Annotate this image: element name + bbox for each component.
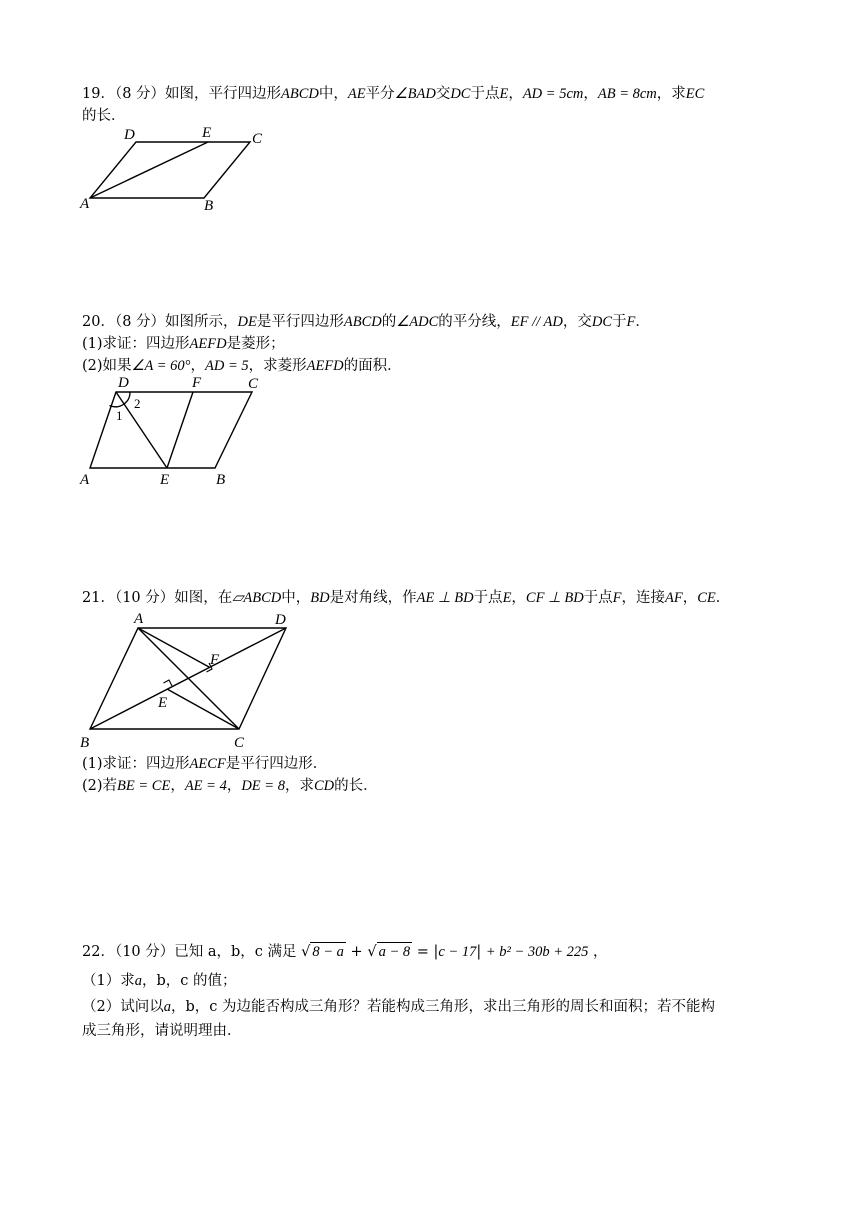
- q20-label-e: E: [160, 472, 170, 488]
- q20-label-b: B: [216, 472, 226, 488]
- q19-label-c: C: [252, 131, 263, 147]
- q21-label-a: A: [134, 611, 144, 627]
- q19-line1: 19．（8 分）如图，平行四边形ABCD中，AE平分∠BAD交DC于点E，AD = 5cm，AB = 8cm，求EC: [82, 86, 705, 102]
- q19-label-b: B: [204, 198, 214, 214]
- q20-label-a: A: [80, 472, 90, 488]
- q22-line1: 22．（10 分）已知 a，b，c 满足 √ 8 − a + √ a − 8 = |c − 17| + b² − 30b + 225 ，: [82, 944, 608, 960]
- q20-label-f: F: [192, 375, 202, 391]
- q20-label-c: C: [248, 376, 259, 392]
- q20-label-d: D: [118, 375, 129, 391]
- q19-line2: 的长．: [82, 108, 126, 124]
- q21-part1: (1)求证：四边形AECF是平行四边形．: [82, 756, 328, 772]
- q19-label-e: E: [202, 125, 212, 141]
- q20-part1: (1)求证：四边形AEFD是菱形；: [82, 336, 285, 352]
- q20-line1: 20．（8 分）如图所示，DE是平行四边形ABCD的∠ADC的平分线，EF // AD，交DC于F．: [82, 314, 650, 330]
- q19-label-a: A: [80, 196, 90, 212]
- q19-figure: [76, 122, 286, 214]
- q22-equation: √ 8 − a + √ a − 8 = |c − 17| + b² − 30b + 225: [301, 944, 589, 960]
- q21-label-b: B: [80, 735, 90, 750]
- q21-label-e: E: [158, 695, 168, 711]
- q21-figure: [76, 608, 306, 750]
- q20-angle-2: 2: [134, 396, 141, 411]
- q19-label-d: D: [124, 127, 135, 143]
- q22-part1: （1）求a，b，c 的值；: [82, 973, 237, 989]
- q21-label-c: C: [234, 735, 245, 750]
- q21-label-d: D: [275, 612, 286, 628]
- q22-part2: （2）试问以a，b，c 为边能否构成三角形？若能构成三角形，求出三角形的周长和面积；若不能构: [82, 999, 715, 1015]
- q20-part2: (2)如果∠A = 60°，AD = 5，求菱形AEFD的面积．: [82, 358, 402, 374]
- q22-part2-line2: 成三角形，请说明理由．: [82, 1023, 242, 1039]
- q20-figure: [76, 374, 276, 490]
- q21-line1: 21．（10 分）如图，在▱ABCD中，BD是对角线，作AE ⊥ BD于点E，CF ⊥ BD于点F，连接AF，CE．: [82, 590, 731, 606]
- q20-angle-1: 1: [116, 408, 123, 423]
- q21-label-f: F: [210, 652, 220, 668]
- q21-part2: (2)若BE = CE，AE = 4，DE = 8，求CD的长．: [82, 778, 378, 794]
